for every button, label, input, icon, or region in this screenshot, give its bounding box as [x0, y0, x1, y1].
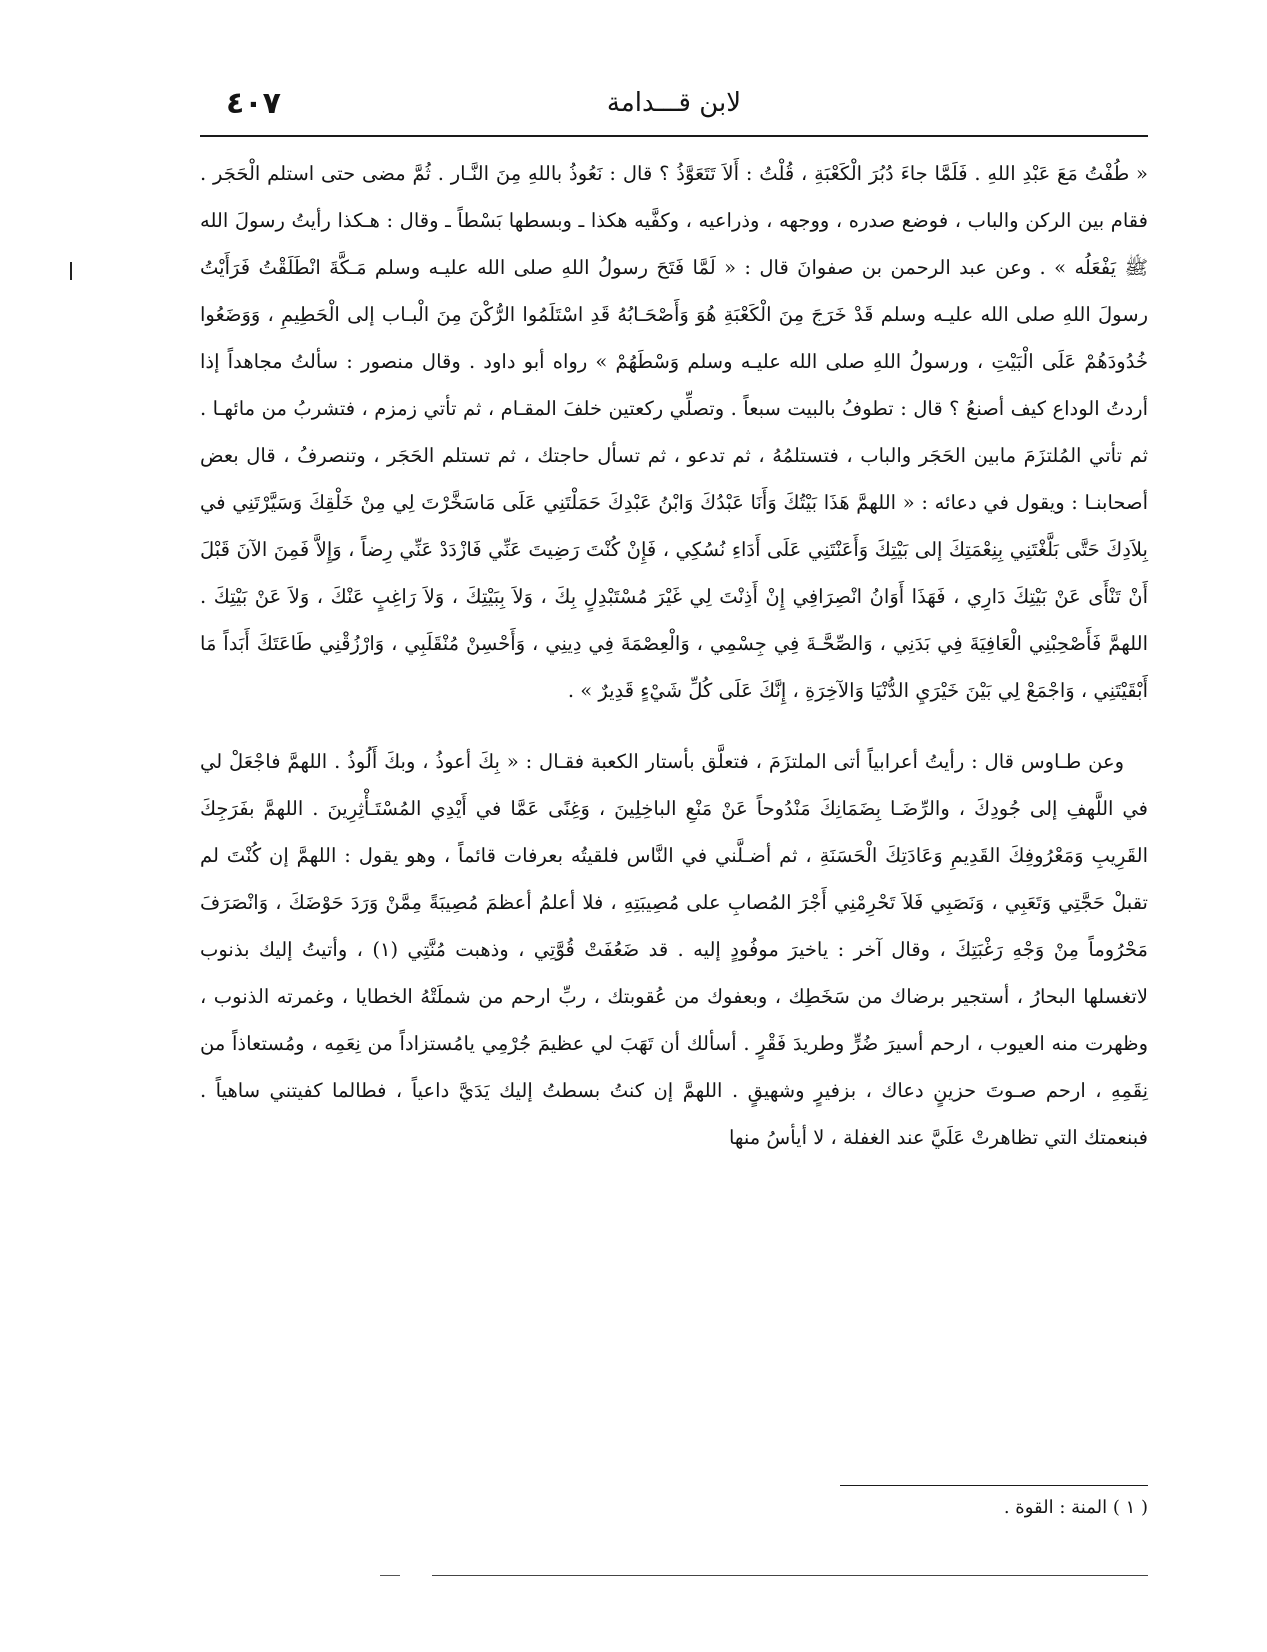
- running-title: لابن قـــدامة: [606, 88, 742, 118]
- paragraph-2: وعن طـاوس قال : رأيتُ أعرابياً أتى الملتزَمَ ، فتعلَّق بأستار الكعبة فقـال : « بِكَ أعوذُ ، وبكَ أَلُوذُ . اللهمَّ فاجْعَلْ لي في اللَّهفِ إلى جُودِكَ ، والرِّضَـا بِضَمَانِكَ مَنْدُوحاً عَنْ مَنْعِ الباخِلِينَ ، وَغِنًى عَمَّا في أَيْدِي المُسْتَـأْثِرِينَ . اللهمَّ بفَرَجِكَ القَرِيبِ وَمَعْرُوفِكَ القَدِيمِ وَعَادَتِكَ الْحَسَنَةِ ، ثم أضـلَّني في النَّاس فلقيتُه بعرفات قائماً ، وهو يقول : اللهمَّ إن كُنْتَ لم تقبلْ حَجَّتِي وَتَعَبِي ، وَنَصَبِي فَلاَ تَحْرِمْنِي أَجْرَ المُصابِ على مُصِيبَتِهِ ، فلا أعلمُ أعظمَ مُصِيبَةً مِمَّنْ وَرَدَ حَوْضَكَ ، وَانْصَرَفَ مَحْرُوماً مِنْ وَجْهِ رَغْبَتِكَ ، وقال آخر : ياخيرَ موفُودٍ إليه . قد ضَعُفَتْ قُوَّتِي ، وذهبت مُنَّتِي (١) ، وأتيتُ إليك بذنوب لاتغسلها البحارُ ، أستجير برضاك من سَخَطِك ، وبعفوك من عُقوبتك ، ربِّ ارحم من شملَتْهُ الخطايا ، وغمرته الذنوب ، وظهرت منه العيوب ، ارحم أسيرَ ضُرٍّ وطريدَ فَقْرٍ . أسألك أن تَهَبَ لي عظيمَ جُرْمِي يامُستزاداً من نِعَمِه ، ومُستعاذاً من نِقَمِهِ ، ارحم صـوتَ حزينٍ دعاك ، بزفيرٍ وشهيقٍ . اللهمَّ إن كنتُ بسطتُ إليك يَدَيَّ داعياً ، فطالما كفيتني ساهياً . فبنعمتك التي تظاهرتْ عَلَيَّ عند الغفلة ، لا أيأسُ منها: [200, 750, 1148, 1149]
- margin-mark: [70, 262, 72, 280]
- body-text: [200, 150, 1148, 1161]
- header-rule: [200, 135, 1148, 137]
- paragraph-1: « طُفْتُ مَعَ عَبْدِ اللهِ . فَلَمَّا جاءَ دُبُرَ الْكَعْبَةِ ، قُلْتُ : أَلاَ تَتَعَوَّذُ ؟ قال : نَعُوذُ باللهِ مِنَ النَّـار . ثُمَّ مضى حتى استلم الْحَجَر . فقام بين الركن والباب ، فوضع صدره ، ووجهه ، وذراعيه ، وكفَّيه هكذا ـ وبسطها بَسْطاً ـ وقال : هـكذا رأيتُ رسولَ الله ﷺ يَفْعَلُه » . وعن عبد الرحمن بن صفوانَ قال : « لَمَّا فَتَحَ رسولُ اللهِ صلى الله عليـه وسلم مَـكَّةَ انْطَلَقْتُ فَرَأَيْتُ رسولَ اللهِ صلى الله عليـه وسلم قَدْ خَرَجَ مِنَ الْكَعْبَةِ هُوَ وَأَصْحَـابُهُ قَدِ اسْتَلَمُوا الرُّكْنَ مِنَ الْبـاب إلى الْحَطِيمِ ، وَوَضَعُوا خُدُودَهُمْ عَلَى الْبَيْتِ ، ورسولُ اللهِ صلى الله عليـه وسلم وَسْطَهُمْ » رواه أبو داود . وقال منصور : سألتُ مجاهداً إذا أردتُ الوداع كيف أصنعُ ؟ قال : تطوفُ بالبيت سبعاً . وتصلِّي ركعتين خلفَ المقـام ، ثم تأتي زمزم ، فتشربُ من مائهـا . ثم تأتي المُلتزَمَ مابين الحَجَر والباب ، فتستلمُهُ ، ثم تدعو ، ثم تسأل حاجتك ، ثم تستلم الحَجَر ، وتنصرفُ ، قال بعض أصحابنـا : ويقول في دعائه : « اللهمَّ هَذَا بَيْتُكَ وَأَنَا عَبْدُكَ وَابْنُ عَبْدِكَ حَمَلْتَنِي عَلَى مَاسَخَّرْتَ لِي مِنْ خَلْقِكَ وَسَيَّرْتَنِي في بِلاَدِكَ حَتَّى بَلَّغْتَنِي بِنِعْمَتِكَ إلى بَيْتِكَ وَأَعَنْتَنِي عَلَى أَدَاءِ نُسُكِي ، فَإِنْ كُنْتَ رَضِيتَ عَنِّي فَازْدَدْ عَنِّي رِضاً ، وَإِلاَّ فَمِنَ الآنَ قَبْلَ أَنْ تَنْأَى عَنْ بَيْتِكَ دَارِي ، فَهَذَا أَوَانُ انْصِرَافِي إِنْ أَذِنْتَ لِي غَيْرَ مُسْتَبْدِلٍ بِكَ ، وَلاَ بِبَيْتِكَ ، وَلاَ رَاغِبٍ عَنْكَ ، وَلاَ عَنْ بَيْتِكَ . اللهمَّ فَأَصْحِبْنِي الْعَافِيَةَ فِي بَدَنِي ، وَالصِّحَّـةَ فِي جِسْمِي ، وَالْعِصْمَةَ فِي دِينِي ، وَأَحْسِنْ مُنْقَلَبِي ، وَارْزُقْنِي طَاعَتَكَ أَبَداً مَا أَبْقَيْتَنِي ، وَاجْمَعْ لِي بَيْنَ خَيْرَيِ الدُّنْيَا وَالآخِرَةِ ، إِنَّكَ عَلَى كُلِّ شَيْءٍ قَدِيرٌ » .: [200, 162, 1148, 702]
- page-number: ٤٠٧: [226, 86, 281, 121]
- bottom-rule-short: [380, 1575, 400, 1576]
- footnote-rule: [840, 1485, 1148, 1486]
- bottom-rule: [432, 1575, 1148, 1576]
- page-header: [200, 84, 1148, 134]
- footnote: ( ١ ) المنة : القوة .: [1003, 1497, 1148, 1518]
